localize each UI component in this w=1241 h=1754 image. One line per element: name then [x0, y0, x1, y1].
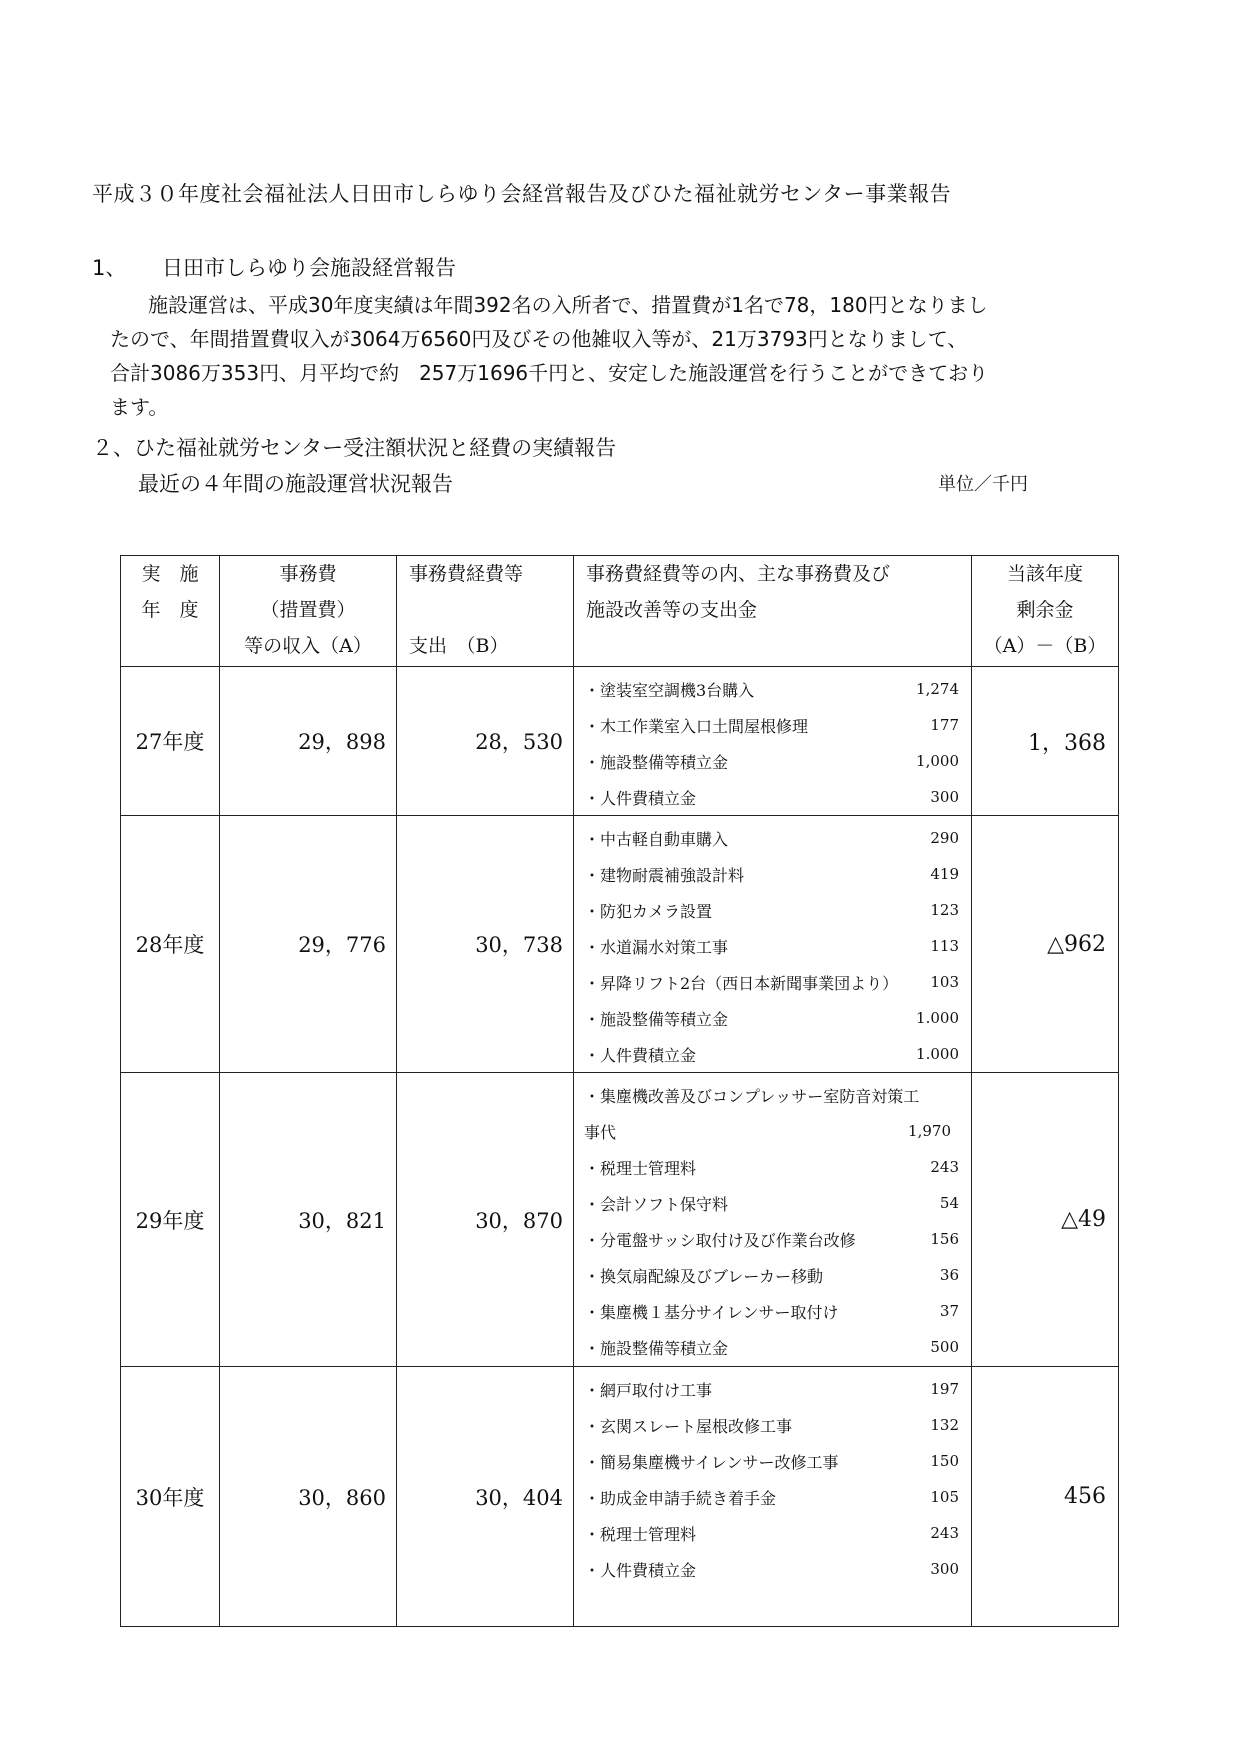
list-item: ・簡易集塵機サイレンサー改修工事 150 — [584, 1452, 959, 1472]
expense-cell: 30，404 — [397, 1367, 574, 1627]
section2-heading: ２、ひた福祉就労センター受注額状況と経費の実績報告 — [92, 436, 617, 460]
list-item: ・税理士管理料 243 — [584, 1524, 959, 1544]
expense-cell: 30，738 — [397, 816, 574, 1073]
header-year — [121, 556, 220, 667]
income-cell: 29，776 — [220, 816, 397, 1073]
paragraph-line: 施設運営は、平成30年度実績は年間392名の入所者で、措置費が1名で78，180円となりまし — [148, 293, 988, 317]
document-title: 平成３０年度社会福祉法人日田市しらゆり会経営報告及びひた福祉就労センター事業報告 — [92, 182, 952, 206]
header-line: 事務費経費等の内、主な事務費及び — [586, 563, 891, 585]
header-surplus — [972, 556, 1119, 667]
year-cell: 30年度 — [121, 1367, 220, 1627]
section1-number: 1、 — [92, 256, 127, 280]
header-line — [409, 592, 573, 628]
header-expense — [397, 556, 574, 667]
income-cell: 30，821 — [220, 1073, 397, 1367]
header-line: 事務費 — [279, 563, 337, 585]
paragraph-line: たので、年間措置費収入が3064万6560円及びその他雑収入等が、21万3793円となりまして、 — [110, 327, 968, 351]
header-line: （A）－（B） — [983, 635, 1107, 657]
list-item: ・人件費積立金 1.000 — [584, 1045, 959, 1065]
surplus-cell: △49 — [972, 1073, 1119, 1367]
list-item: ・助成金申請手続き着手金 105 — [584, 1488, 959, 1508]
list-item: ・建物耐震補強設計料 419 — [584, 865, 959, 885]
list-item: ・塗装室空調機3台購入 1,274 — [584, 680, 959, 700]
items-cell — [574, 816, 972, 1073]
header-line: 剰余金 — [1016, 599, 1074, 621]
header-line: 支出 （B） — [409, 635, 509, 657]
list-item: ・施設整備等積立金 500 — [584, 1338, 959, 1358]
paragraph-line: 合計3086万353円、月平均で約 257万1696千円と、安定した施設運営を行うことができており — [110, 361, 989, 385]
list-item: ・施設整備等積立金 1.000 — [584, 1009, 959, 1029]
list-item: ・中古軽自動車購入 290 — [584, 829, 959, 849]
list-item: ・分電盤サッシ取付け及び作業台改修 156 — [584, 1230, 959, 1250]
list-item: ・網戸取付け工事 197 — [584, 1380, 959, 1400]
unit-label: 単位／千円 — [938, 474, 1028, 495]
surplus-cell: 456 — [972, 1367, 1119, 1627]
section1-heading — [92, 252, 456, 282]
section1-heading-text: 日田市しらゆり会施設経営報告 — [162, 256, 456, 280]
section1-paragraph — [110, 288, 1150, 424]
list-item: ・集塵機改善及びコンプレッサー室防音対策工 — [584, 1086, 920, 1106]
table-row — [121, 816, 1119, 1073]
table-row — [121, 1073, 1119, 1367]
table-header-row — [121, 556, 1119, 667]
facility-operations-table — [120, 555, 1119, 1627]
items-cell — [574, 1073, 972, 1367]
header-items — [574, 556, 972, 667]
table-row — [121, 1367, 1119, 1627]
list-item: ・換気扇配線及びブレーカー移動 36 — [584, 1266, 959, 1286]
year-cell: 27年度 — [121, 667, 220, 816]
list-item: ・会計ソフト保守料 54 — [584, 1194, 959, 1214]
header-income — [220, 556, 397, 667]
header-line: 年 度 — [141, 599, 199, 621]
list-item: ・木工作業室入口土間屋根修理 177 — [584, 716, 959, 736]
list-item: ・税理士管理料 243 — [584, 1158, 959, 1178]
items-cell — [574, 1367, 972, 1627]
list-item: ・昇降リフト2台（西日本新聞事業団より） 103 — [584, 973, 959, 993]
items-cell — [574, 667, 972, 816]
header-line: 事務費経費等 — [409, 563, 524, 585]
section2-subheading: 最近の４年間の施設運営状況報告 — [138, 472, 453, 496]
income-cell: 29，898 — [220, 667, 397, 816]
list-item: 事代 1,970 — [584, 1122, 951, 1142]
paragraph-line: ます。 — [110, 395, 169, 419]
year-cell: 28年度 — [121, 816, 220, 1073]
expense-cell: 30，870 — [397, 1073, 574, 1367]
list-item: ・集塵機１基分サイレンサー取付け 37 — [584, 1302, 959, 1322]
surplus-cell: △962 — [972, 816, 1119, 1073]
header-line: 当該年度 — [1006, 563, 1083, 585]
list-item: ・施設整備等積立金 1,000 — [584, 752, 959, 772]
header-line: （措置費） — [260, 599, 356, 621]
table-row — [121, 667, 1119, 816]
header-line: 施設改善等の支出金 — [586, 599, 758, 621]
list-item: ・人件費積立金 300 — [584, 788, 959, 808]
surplus-cell: 1，368 — [972, 667, 1119, 816]
income-cell: 30，860 — [220, 1367, 397, 1627]
list-item: ・人件費積立金 300 — [584, 1560, 959, 1580]
list-item: ・水道漏水対策工事 113 — [584, 937, 959, 957]
expense-cell: 28，530 — [397, 667, 574, 816]
year-cell: 29年度 — [121, 1073, 220, 1367]
header-line: 等の収入（A） — [244, 635, 372, 657]
header-line: 実 施 — [141, 563, 199, 585]
list-item: ・防犯カメラ設置 123 — [584, 901, 959, 921]
list-item: ・玄関スレート屋根改修工事 132 — [584, 1416, 959, 1436]
